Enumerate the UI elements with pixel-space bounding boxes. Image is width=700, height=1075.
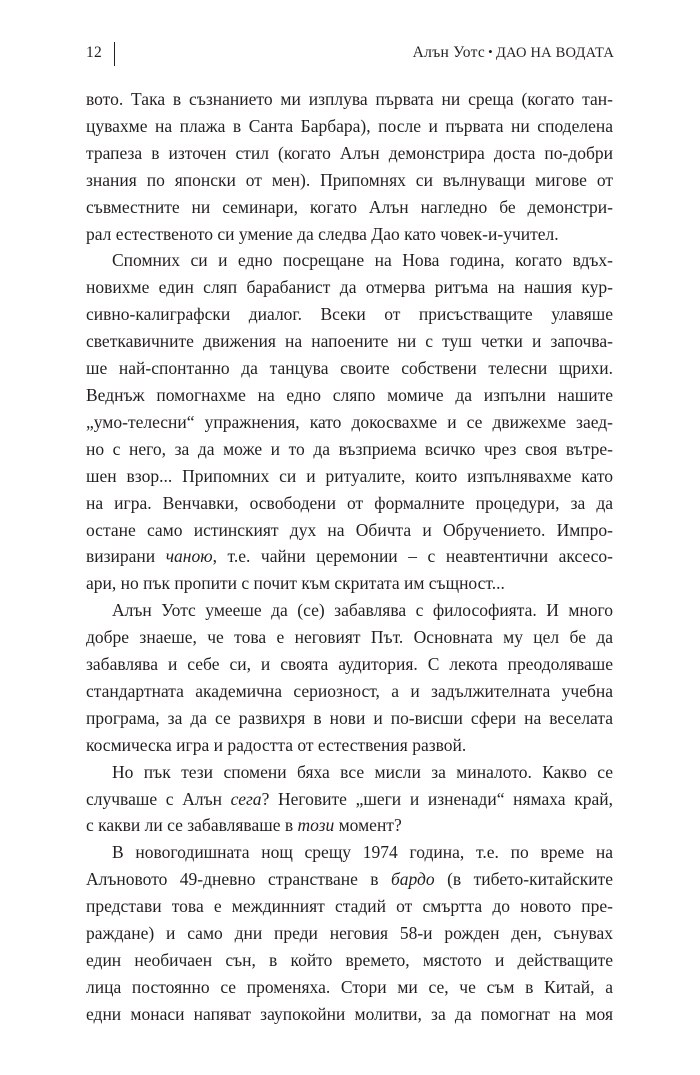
- text-line: [86, 597, 613, 624]
- text-segment: но с него, за да може и то да възприема всичко чрез своя вътре-: [86, 438, 613, 459]
- text-line: [86, 866, 613, 893]
- text-line: [86, 140, 613, 167]
- text-line: [86, 543, 613, 570]
- page-number-divider: [114, 42, 115, 66]
- text-segment: новихме един сляп барабанист да отмерва ритъма на нашия кур-: [86, 277, 613, 298]
- text-segment: шен взор... Припомних си и ритуалите, които изпълнявахме като: [86, 465, 613, 486]
- text-line: [86, 947, 613, 974]
- page-number: 12: [86, 44, 103, 61]
- text-segment: момент?: [334, 815, 402, 836]
- text-line: [86, 328, 613, 355]
- italic-term: бардо: [390, 869, 435, 890]
- book-title: ДАО НА ВОДАТА: [495, 45, 614, 61]
- text-line: [86, 812, 613, 839]
- text-line: [86, 247, 613, 274]
- text-segment: случваше с Алън: [86, 788, 231, 809]
- text-line: [86, 570, 613, 597]
- text-segment: знания по японски от мен). Припомнях си вълнуващи мигове от: [86, 169, 613, 190]
- text-segment: забавлява и себе си, и своята аудитория. С лекота преодоляваше: [86, 654, 613, 675]
- text-line: [86, 732, 613, 759]
- text-line: [86, 1001, 613, 1028]
- text-line: [86, 167, 613, 194]
- text-segment: едни монаси напяват заупокойни молитви, за да помогнат на моя: [86, 1003, 613, 1024]
- text-line: [86, 194, 613, 221]
- text-line: [86, 221, 613, 248]
- text-segment: програма, за да се развихря в нови и по-висши сфери на веселата: [86, 707, 613, 728]
- text-segment: Алъновото 49-дневно странстване в: [86, 869, 391, 890]
- text-segment: Алън Уотс умееше да (се) забавлява с философията. И много: [112, 600, 613, 621]
- text-line: [86, 839, 613, 866]
- text-segment: ? Неговите „шеги и изненади“ нямаха край,: [261, 788, 613, 809]
- text-line: [86, 759, 613, 786]
- text-segment: рал естественото си умение да следва Дао като човек-и-учител.: [86, 223, 559, 244]
- text-line: [86, 86, 613, 113]
- text-line: [86, 463, 613, 490]
- text-segment: цувахме на плажа в Санта Барбара), после и първата ни споделена: [86, 115, 613, 136]
- text-segment: „умо-телесни“ упражнения, като докосвахме и се движехме заед-: [86, 411, 613, 432]
- text-segment: Спомних си и едно посрещане на Нова година, когато вдъх-: [112, 250, 613, 271]
- text-segment: трапеза в източен стил (когато Алън демонстрира доста по-добри: [86, 142, 613, 163]
- text-segment: добре знаеше, че това е неговият Път. Основната му цел бе да: [86, 627, 613, 648]
- text-line: [86, 920, 613, 947]
- text-line: [86, 624, 613, 651]
- text-segment: , т.е. чайни церемонии – с неавтентични аксесо-: [212, 546, 613, 567]
- text-line: [86, 382, 613, 409]
- text-segment: на игра. Венчавки, освободени от формалните процедури, за да: [86, 492, 613, 513]
- text-line: [86, 274, 613, 301]
- text-segment: сивно-калиграфски диалог. Всеки от присъстващите улавяше: [86, 304, 613, 325]
- text-segment: Веднъж помогнахме на едно сляпо момиче да изпълни нашите: [86, 384, 613, 405]
- text-segment: съвместните ни семинари, когато Алън нагледно бе демонстри-: [86, 196, 613, 217]
- text-segment: ше най-спонтанно да танцува своите собствени телесни щрихи.: [86, 358, 613, 379]
- text-line: [86, 113, 613, 140]
- text-segment: В новогодишната нощ срещу 1974 година, т.е. по време на: [112, 842, 613, 863]
- text-line: [86, 409, 613, 436]
- italic-term: чаною: [165, 546, 213, 567]
- italic-term: сега: [230, 788, 262, 809]
- text-segment: (в тибето-китайските: [434, 869, 613, 890]
- text-line: [86, 301, 613, 328]
- text-segment: раждане) и само дни преди неговия 58-и рожден ден, сънувах: [86, 923, 613, 944]
- text-line: [86, 517, 613, 544]
- text-line: [86, 436, 613, 463]
- text-segment: с какви ли се забавляваше в: [86, 815, 298, 836]
- text-segment: ари, но пък пропити с почит към скритата им същност...: [86, 573, 505, 594]
- text-line: [86, 355, 613, 382]
- text-segment: вото. Така в съзнанието ми изплува първата ни среща (когато тан-: [86, 89, 613, 109]
- text-segment: стандартната академична сериозност, а и задължителната учебна: [86, 680, 613, 701]
- body-text: [86, 86, 613, 1028]
- author-name: Алън Уотс: [412, 44, 486, 61]
- italic-term: този: [297, 815, 335, 836]
- text-line: [86, 490, 613, 517]
- text-line: [86, 786, 613, 813]
- text-line: [86, 651, 613, 678]
- bullet-separator: •: [488, 44, 493, 59]
- text-segment: Но пък тези спомени бяха все мисли за миналото. Какво се: [112, 761, 613, 782]
- text-segment: остане само истинският дух на Обичта и Обручението. Импро-: [86, 519, 613, 540]
- text-segment: лица постоянно се променяха. Стори ми се, че съм в Китай, а: [86, 976, 613, 997]
- text-segment: представи това е междинният стадий от смъртта до новото пре-: [86, 896, 613, 917]
- running-header: [86, 44, 614, 66]
- running-head: [413, 44, 614, 62]
- text-segment: един необичаен сън, в който времето, мястото и действащите: [86, 950, 613, 970]
- text-segment: светкавичните движения на напоените ни с туш четки и започва-: [86, 331, 613, 352]
- text-line: [86, 893, 613, 920]
- text-segment: космическа игра и радостта от естествения развой.: [86, 734, 467, 755]
- text-segment: визирани: [86, 546, 166, 567]
- text-line: [86, 974, 613, 1001]
- text-line: [86, 705, 613, 732]
- text-line: [86, 678, 613, 705]
